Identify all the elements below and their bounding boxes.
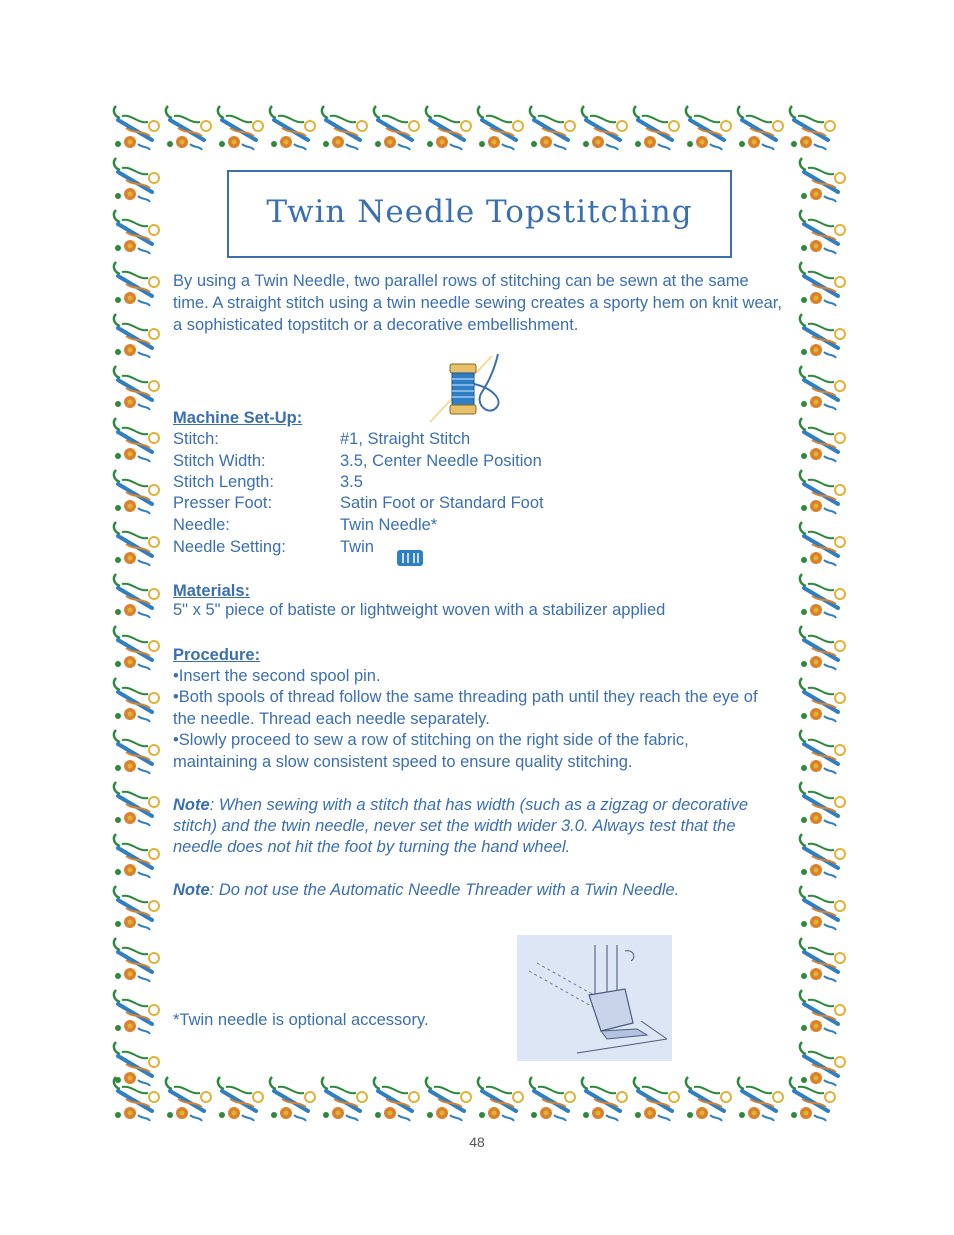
needle-thread-motif-icon bbox=[784, 100, 838, 154]
needle-thread-motif-icon bbox=[108, 100, 162, 154]
materials-heading: Materials: bbox=[173, 582, 251, 600]
thread-spool-icon bbox=[422, 342, 510, 430]
setup-label-needle: Needle: bbox=[173, 516, 230, 534]
needle-thread-motif-icon bbox=[316, 1071, 370, 1125]
needle-thread-motif-icon bbox=[420, 1071, 474, 1125]
needle-thread-motif-icon bbox=[108, 724, 162, 778]
setup-value-needle: Twin Needle* bbox=[340, 516, 438, 534]
needle-thread-motif-icon bbox=[794, 412, 848, 466]
needle-thread-motif-icon bbox=[264, 1071, 318, 1125]
needle-thread-motif-icon bbox=[794, 152, 848, 206]
needle-thread-motif-icon bbox=[680, 1071, 734, 1125]
needle-thread-motif-icon bbox=[108, 932, 162, 986]
needle-thread-motif-icon bbox=[108, 308, 162, 362]
note-2-text: : Do not use the Automatic Needle Threader with a Twin Needle. bbox=[209, 881, 680, 899]
setup-label-stitch-length: Stitch Length: bbox=[173, 473, 274, 491]
needle-thread-motif-icon bbox=[794, 932, 848, 986]
needle-thread-motif-icon bbox=[628, 1071, 682, 1125]
needle-thread-motif-icon bbox=[108, 776, 162, 830]
presser-foot-illustration bbox=[517, 935, 672, 1061]
needle-thread-motif-icon bbox=[794, 464, 848, 518]
setup-label-needle-setting: Needle Setting: bbox=[173, 538, 286, 556]
setup-label-stitch-width: Stitch Width: bbox=[173, 452, 266, 470]
needle-thread-motif-icon bbox=[794, 256, 848, 310]
needle-thread-motif-icon bbox=[368, 1071, 422, 1125]
title-box bbox=[227, 170, 732, 258]
needle-thread-motif-icon bbox=[212, 1071, 266, 1125]
needle-thread-motif-icon bbox=[680, 100, 734, 154]
needle-thread-motif-icon bbox=[794, 568, 848, 622]
materials-text: 5" x 5" piece of batiste or lightweight woven with a stabilizer applied bbox=[173, 601, 666, 619]
needle-thread-motif-icon bbox=[732, 1071, 786, 1125]
needle-thread-motif-icon bbox=[576, 100, 630, 154]
needle-thread-motif-icon bbox=[524, 100, 578, 154]
needle-thread-motif-icon bbox=[108, 672, 162, 726]
needle-thread-motif-icon bbox=[794, 724, 848, 778]
needle-thread-motif-icon bbox=[472, 1071, 526, 1125]
needle-thread-motif-icon bbox=[794, 1036, 848, 1090]
note-2 bbox=[173, 880, 763, 901]
needle-thread-motif-icon bbox=[264, 100, 318, 154]
footnote: *Twin needle is optional accessory. bbox=[173, 1011, 429, 1029]
needle-thread-motif-icon bbox=[794, 620, 848, 674]
page-title: Twin Needle Topstitching bbox=[266, 194, 693, 230]
needle-thread-motif-icon bbox=[472, 100, 526, 154]
needle-thread-motif-icon bbox=[108, 984, 162, 1038]
needle-thread-motif-icon bbox=[794, 516, 848, 570]
needle-thread-motif-icon bbox=[108, 204, 162, 258]
needle-thread-motif-icon bbox=[108, 880, 162, 934]
machine-setup-heading: Machine Set-Up: bbox=[173, 409, 303, 427]
setup-value-stitch-length: 3.5 bbox=[340, 473, 363, 491]
twin-needle-setting-icon bbox=[396, 549, 424, 567]
needle-thread-motif-icon bbox=[794, 828, 848, 882]
needle-thread-motif-icon bbox=[794, 360, 848, 414]
note-2-label: Note bbox=[173, 881, 210, 899]
setup-value-stitch-width: 3.5, Center Needle Position bbox=[340, 452, 542, 470]
setup-value-stitch: #1, Straight Stitch bbox=[340, 430, 471, 448]
needle-thread-motif-icon bbox=[524, 1071, 578, 1125]
setup-label-presser-foot: Presser Foot: bbox=[173, 494, 273, 512]
needle-thread-motif-icon bbox=[160, 100, 214, 154]
needle-thread-motif-icon bbox=[108, 828, 162, 882]
needle-thread-motif-icon bbox=[794, 776, 848, 830]
needle-thread-motif-icon bbox=[794, 984, 848, 1038]
needle-thread-motif-icon bbox=[108, 412, 162, 466]
needle-thread-motif-icon bbox=[794, 672, 848, 726]
needle-thread-motif-icon bbox=[108, 568, 162, 622]
needle-thread-motif-icon bbox=[420, 100, 474, 154]
needle-thread-motif-icon bbox=[316, 100, 370, 154]
needle-thread-motif-icon bbox=[794, 308, 848, 362]
procedure-step-2: •Both spools of thread follow the same threading path until they reach the eye of the needle. Thread each needle separately. bbox=[173, 688, 758, 728]
intro-paragraph: By using a Twin Needle, two parallel rows of stitching can be sewn at the same time. A straight stitch using a twin needle sewing creates a sporty hem on knit wear, a sophisticated topstitch or a decorative embellishment. bbox=[173, 272, 782, 334]
needle-thread-motif-icon bbox=[108, 620, 162, 674]
needle-thread-motif-icon bbox=[628, 100, 682, 154]
needle-thread-motif-icon bbox=[108, 360, 162, 414]
needle-thread-motif-icon bbox=[108, 464, 162, 518]
needle-thread-motif-icon bbox=[108, 516, 162, 570]
needle-thread-motif-icon bbox=[160, 1071, 214, 1125]
needle-thread-motif-icon bbox=[212, 100, 266, 154]
needle-thread-motif-icon bbox=[576, 1071, 630, 1125]
procedure-heading: Procedure: bbox=[173, 646, 261, 664]
procedure-step-1: •Insert the second spool pin. bbox=[173, 667, 381, 685]
note-1 bbox=[173, 795, 763, 858]
needle-thread-motif-icon bbox=[732, 100, 786, 154]
needle-thread-motif-icon bbox=[108, 256, 162, 310]
note-1-label: Note bbox=[173, 796, 210, 814]
needle-thread-motif-icon bbox=[794, 204, 848, 258]
setup-value-presser-foot: Satin Foot or Standard Foot bbox=[340, 494, 544, 512]
needle-thread-motif-icon bbox=[368, 100, 422, 154]
needle-thread-motif-icon bbox=[794, 880, 848, 934]
page-number: 48 bbox=[469, 1134, 485, 1150]
needle-thread-motif-icon bbox=[108, 1036, 162, 1090]
setup-value-needle-setting: Twin bbox=[340, 538, 374, 556]
procedure-step-3: •Slowly proceed to sew a row of stitching on the right side of the fabric, maintaining a slow consistent speed to ensure quality stitching. bbox=[173, 731, 689, 771]
note-1-text: : When sewing with a stitch that has width (such as a zigzag or decorative stitch) and the twin needle, never set the width wider 3.0. Always test that the needle does not hit the foot by turning the hand wheel. bbox=[173, 796, 749, 856]
setup-label-stitch: Stitch: bbox=[173, 430, 219, 448]
needle-thread-motif-icon bbox=[108, 152, 162, 206]
